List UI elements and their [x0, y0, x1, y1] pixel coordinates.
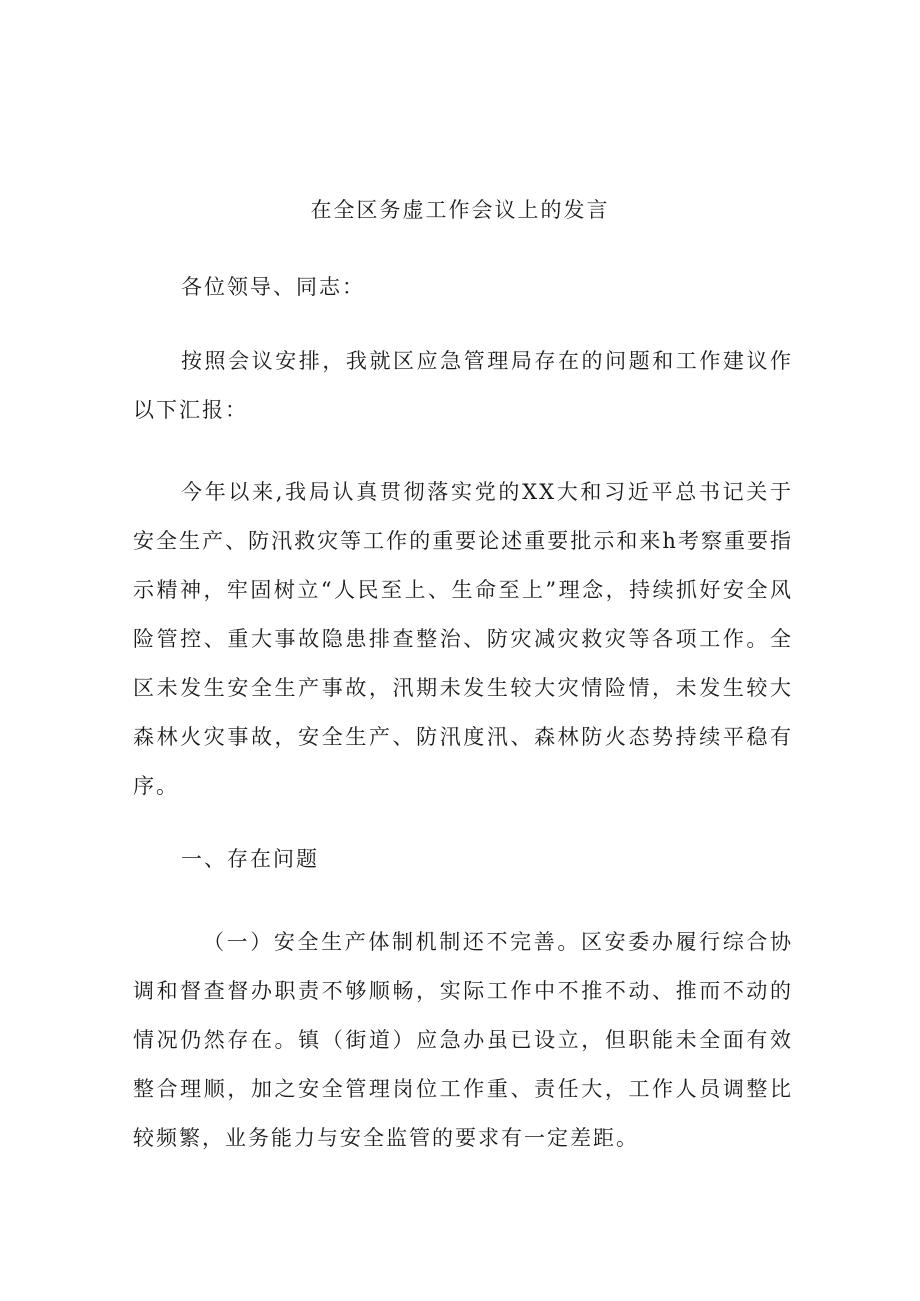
- issue-paragraph-1: （一）安全生产体制机制还不完善。区安委办履行综合协调和督查督办职责不够顺畅，实际工作中不推不动、推而不动的情况仍然存在。镇（街道）应急办虽已设立，但职能未全面有效整合理顺，加之安全管理岗位工作重、责任大，工作人员调整比较频繁，业务能力与安全监管的要求有一定差距。: [133, 930, 793, 1150]
- summary-paragraph: 今年以来,我局认真贯彻落实党的XX大和习近平总书记关于安全生产、防汛救灾等工作的重要论述重要批示和来h考察重要指示精神，牢固树立“人民至上、生命至上”理念，持续抓好安全风险管控、重大事故隐患排查整治、防灾减灾救灾等各项工作。全区未发生安全生产事故，汛期未发生较大灾情险情，未发生较大森林火灾事故，安全生产、防汛度汛、森林防火态势持续平稳有序。: [133, 480, 793, 798]
- page-title: 在全区务虚工作会议上的发言: [310, 198, 610, 222]
- intro-paragraph: 按照会议安排，我就区应急管理局存在的问题和工作建议作以下汇报：: [133, 349, 793, 422]
- section-heading-problems: 一、存在问题: [181, 847, 319, 871]
- salutation: 各位领导、同志：: [181, 275, 365, 299]
